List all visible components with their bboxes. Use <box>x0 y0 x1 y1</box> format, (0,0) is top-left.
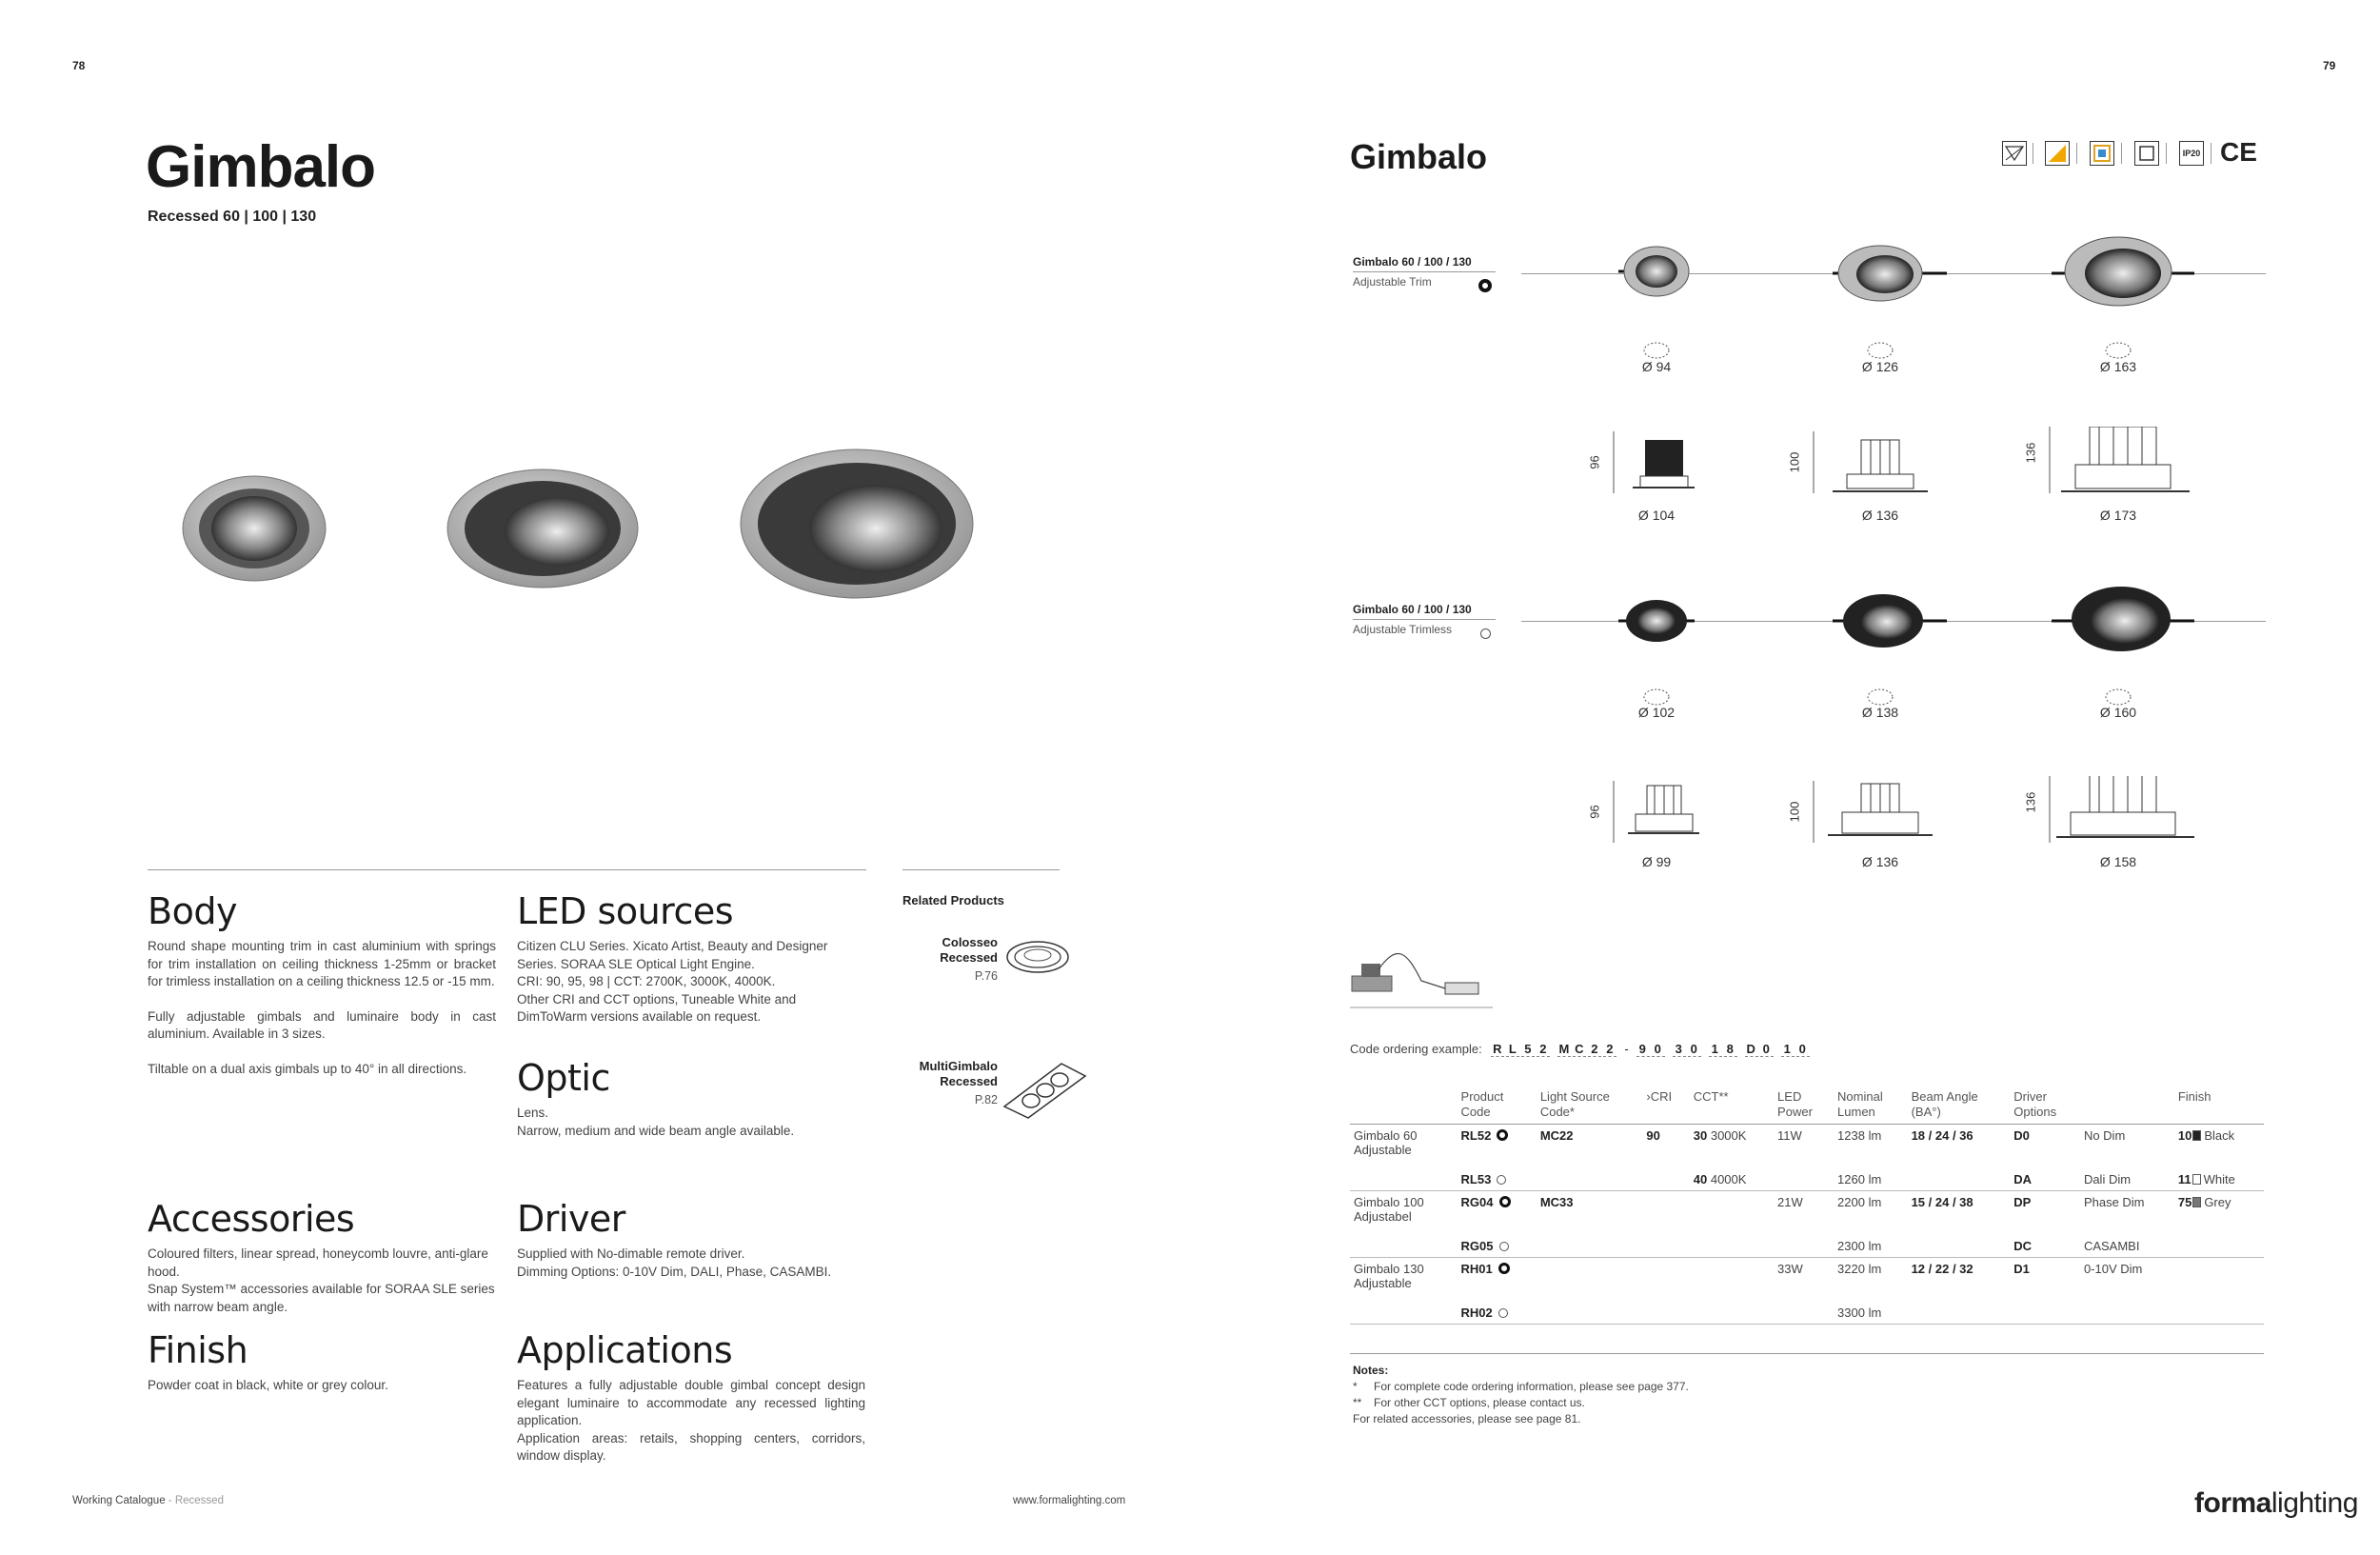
table-cell <box>2080 1302 2174 1325</box>
code-group <box>1709 1042 1739 1056</box>
led-line: Citizen CLU Series. Xicato Artist, Beauty and Designer Series. SORAA SLE Optical Light Engine. <box>517 939 828 971</box>
code-example <box>1350 1042 1817 1057</box>
code-group <box>1745 1042 1775 1056</box>
table-cell: 2200 lm <box>1837 1195 1882 1209</box>
table-cell <box>1774 1168 1834 1191</box>
divider <box>148 869 866 870</box>
related-product-name: Recessed <box>940 950 998 965</box>
code-char: 1 <box>1781 1042 1795 1057</box>
related-product-name: Recessed <box>940 1074 998 1088</box>
related-products-heading: Related Products <box>902 893 1004 907</box>
table-cell: RH02 <box>1458 1302 1537 1325</box>
height-dimension: 100 <box>1787 801 1802 823</box>
section-heading: Driver <box>517 1198 625 1240</box>
variant-trim-label <box>1353 255 1496 289</box>
table-row <box>1350 1302 2264 1325</box>
gimbalo-100-image <box>447 469 638 588</box>
height-dimension: 100 <box>1787 451 1802 473</box>
trimless-top-views <box>1523 581 2266 676</box>
table-cell: 40 4000K <box>1690 1168 1774 1191</box>
variant-subtitle: Adjustable Trim <box>1353 275 1432 289</box>
page-subtitle: Recessed 60 | 100 | 130 <box>148 209 317 225</box>
code-char: 8 <box>1724 1042 1737 1057</box>
table-cell: RH01 <box>1458 1258 1537 1303</box>
applications-line: Features a fully adjustable double gimbal concept design elegant luminaire to accommodate any recessed lighting application. <box>517 1378 865 1427</box>
led-source-icon <box>2045 141 2070 166</box>
table-header-cell <box>1350 1086 1458 1125</box>
product-hero-image <box>171 448 990 609</box>
base-diameter: Ø 158 <box>2099 854 2137 869</box>
table-cell <box>1908 1302 2011 1325</box>
trim-filled-ring-icon <box>1478 279 1492 292</box>
footer-catalogue: Working Catalogue - Recessed <box>72 1495 224 1506</box>
table-cell: 0-10V Dim <box>2083 1262 2143 1276</box>
table-cell: 11 White <box>2174 1168 2264 1191</box>
table-cell <box>1537 1235 1643 1258</box>
table-cell: D0 <box>2013 1128 2030 1143</box>
code-char: 2 <box>1537 1042 1550 1057</box>
code-char: 3 <box>1673 1042 1686 1057</box>
code-char: M <box>1558 1042 1571 1056</box>
table-cell: RL52 <box>1458 1125 1537 1169</box>
section-heading: Optic <box>517 1057 610 1099</box>
table-cell: DA <box>2010 1168 2080 1191</box>
table-header-cell: Driver Options <box>2010 1086 2080 1125</box>
class-ii-icon <box>2134 141 2159 166</box>
note-line: For related accessories, please see page 81. <box>1353 1412 1581 1425</box>
table-row <box>1350 1125 2264 1169</box>
table-header-cell: Beam Angle (BA°) <box>1908 1086 2011 1125</box>
table-header-cell: Finish <box>2174 1086 2264 1125</box>
finish-swatch <box>2192 1174 2201 1185</box>
code-group <box>1636 1042 1667 1056</box>
table-row <box>1350 1191 2264 1236</box>
section-finish <box>148 1329 496 1395</box>
height-dimension: 136 <box>2023 442 2038 464</box>
trim-top-views <box>1523 233 2266 329</box>
variant-subtitle: Adjustable Trimless <box>1353 623 1453 636</box>
wiring-class-icon <box>2002 141 2027 166</box>
table-row <box>1350 1258 2264 1303</box>
table-cell: Dali Dim <box>2080 1168 2174 1191</box>
table-cell: 12 / 22 / 32 <box>1911 1262 1973 1276</box>
height-dimension: 96 <box>1587 455 1602 469</box>
cutout-diameter: Ø 138 <box>1861 705 1899 720</box>
code-char: 2 <box>1603 1042 1616 1057</box>
code-char: 0 <box>1688 1042 1701 1057</box>
code-char: 5 <box>1521 1042 1535 1057</box>
table-header-cell <box>2080 1086 2174 1125</box>
cutout-diameter: Ø 126 <box>1861 359 1899 374</box>
table-cell: Gimbalo 100 Adjustabel <box>1354 1195 1424 1224</box>
code-char: 1 <box>1709 1042 1722 1057</box>
base-diameter: Ø 104 <box>1637 508 1676 523</box>
ce-mark-icon: CE <box>2220 137 2257 167</box>
table-cell: 21W <box>1777 1195 1803 1209</box>
table-cell: 1260 lm <box>1834 1168 1908 1191</box>
table-cell <box>1642 1235 1689 1258</box>
table-cell <box>1908 1235 2011 1258</box>
led-line: CRI: 90, 95, 98 | CCT: 2700K, 3000K, 4000K. <box>517 974 776 988</box>
height-dimension: 96 <box>1587 805 1602 819</box>
base-diameter: Ø 136 <box>1861 854 1899 869</box>
code-char: R <box>1493 1042 1503 1056</box>
table-cell <box>1642 1168 1689 1191</box>
table-cell: MC22 <box>1539 1128 1574 1143</box>
table-header-cell: Light Source Code* <box>1537 1086 1643 1125</box>
section-driver <box>517 1198 869 1281</box>
trimless-ring-icon <box>1497 1175 1506 1185</box>
code-group <box>1673 1042 1703 1056</box>
page-number-right: 79 <box>2323 59 2336 72</box>
finish-text: Powder coat in black, white or grey colour. <box>148 1378 388 1392</box>
trimless-ring-icon <box>1498 1308 1508 1318</box>
cutout-diameter: Ø 102 <box>1637 705 1676 720</box>
gimbalo-130-image <box>741 449 973 598</box>
finish-swatch <box>2192 1130 2201 1141</box>
table-cell <box>1642 1258 1689 1303</box>
accessories-line: Coloured filters, linear spread, honeycomb louvre, anti-glare hood. <box>148 1246 488 1279</box>
code-example-value <box>1491 1042 1816 1056</box>
table-cell <box>1690 1235 1774 1258</box>
base-diameter: Ø 173 <box>2099 508 2137 523</box>
section-heading: LED sources <box>517 890 734 932</box>
table-header-cell: Nominal Lumen <box>1834 1086 1908 1125</box>
table-cell: D1 <box>2013 1262 2030 1276</box>
table-cell: 3220 lm <box>1837 1262 1882 1276</box>
table-cell: 2300 lm <box>1834 1235 1908 1258</box>
divider <box>902 869 1060 870</box>
body-paragraph: Fully adjustable gimbals and luminaire body in cast aluminium. Available in 3 sizes. <box>148 1008 496 1041</box>
divider <box>1350 1353 2264 1354</box>
table-cell <box>2174 1302 2264 1325</box>
related-product-multigimbalo[interactable] <box>902 1059 998 1106</box>
table-cell <box>1642 1302 1689 1325</box>
table-cell <box>1537 1258 1643 1303</box>
trimless-side-views <box>1609 776 2256 862</box>
section-applications <box>517 1329 865 1465</box>
body-paragraph: Tiltable on a dual axis gimbals up to 40° in all directions. <box>148 1061 467 1076</box>
related-product-page: P.76 <box>974 969 998 983</box>
table-header-cell: ›CRI <box>1642 1086 1689 1125</box>
table-cell: 90 <box>1646 1128 1660 1143</box>
table-cell: DP <box>2013 1195 2032 1209</box>
height-dimension: 136 <box>2023 791 2038 813</box>
trimless-cutout-icons <box>1637 688 2266 707</box>
trim-side-views <box>1609 427 2256 512</box>
code-char: - <box>1624 1042 1629 1056</box>
trimless-ring-icon <box>1499 1242 1509 1251</box>
table-cell: 3300 lm <box>1834 1302 1908 1325</box>
code-group <box>1781 1042 1812 1056</box>
table-cell: 10 Black <box>2177 1128 2235 1143</box>
notes <box>1353 1363 2210 1427</box>
code-char: 2 <box>1588 1042 1601 1057</box>
related-product-name: MultiGimbalo <box>919 1059 998 1073</box>
section-led-sources <box>517 890 869 1027</box>
code-char: 9 <box>1636 1042 1650 1057</box>
section-body <box>148 890 496 1095</box>
gimbalo-60-image <box>183 476 326 581</box>
table-cell <box>1690 1302 1774 1325</box>
related-product-page: P.82 <box>974 1093 998 1106</box>
code-group <box>1624 1042 1630 1056</box>
table-header-cell: LED Power <box>1774 1086 1834 1125</box>
table-cell: RG05 <box>1458 1235 1537 1258</box>
table-cell: CASAMBI <box>2080 1235 2174 1258</box>
table-cell <box>2174 1235 2264 1258</box>
footer-url[interactable]: www.formalighting.com <box>1013 1495 1126 1506</box>
table-cell <box>1537 1302 1643 1325</box>
ip-rating-icon: IP20 <box>2179 141 2204 166</box>
table-cell: 18 / 24 / 36 <box>1911 1128 1973 1143</box>
table-cell <box>1774 1235 1834 1258</box>
section-heading: Applications <box>517 1329 733 1371</box>
ordering-table <box>1350 1086 2264 1325</box>
product-title: Gimbalo <box>1350 137 1488 176</box>
trim-ring-icon <box>1497 1129 1508 1141</box>
code-group <box>1491 1042 1552 1056</box>
table-cell <box>1690 1258 1774 1303</box>
code-char: 0 <box>1652 1042 1665 1057</box>
table-cell <box>1350 1302 1458 1325</box>
code-char: 0 <box>1760 1042 1774 1057</box>
related-product-name: Colosseo <box>942 935 998 949</box>
multigimbalo-thumbnail <box>1000 1059 1090 1121</box>
trim-cutout-icons <box>1637 341 2266 360</box>
note-line: * For complete code ordering information, please see page 377. <box>1353 1380 1689 1393</box>
cutout-diameter: Ø 94 <box>1641 359 1672 374</box>
table-header-cell: Product Code <box>1458 1086 1537 1125</box>
variant-title: Gimbalo 60 / 100 / 130 <box>1353 255 1472 269</box>
table-cell: 30 3000K <box>1693 1128 1747 1143</box>
table-cell <box>1690 1191 1774 1236</box>
section-heading: Accessories <box>148 1198 355 1240</box>
page-number-left: 78 <box>72 59 86 72</box>
driver-line: Dimming Options: 0-10V Dim, DALI, Phase, CASAMBI. <box>517 1264 832 1279</box>
accessories-line: Snap System™ accessories available for SORAA SLE series with narrow beam angle. <box>148 1282 495 1314</box>
table-cell: DC <box>2010 1235 2080 1258</box>
colosseo-thumbnail <box>1004 938 1071 976</box>
table-cell <box>1774 1302 1834 1325</box>
cutout-diameter: Ø 163 <box>2099 359 2137 374</box>
section-optic <box>517 1057 869 1140</box>
code-char: L <box>1506 1042 1519 1057</box>
note-line: ** For other CCT options, please contact us. <box>1353 1396 1585 1409</box>
table-cell <box>2010 1302 2080 1325</box>
table-row <box>1350 1235 2264 1258</box>
optic-line: Lens. <box>517 1106 549 1120</box>
code-group <box>1557 1042 1618 1056</box>
table-cell: RG04 <box>1458 1191 1537 1236</box>
table-cell: No Dim <box>2083 1128 2126 1143</box>
finish-swatch <box>2192 1197 2201 1207</box>
trim-ring-icon <box>1498 1263 1510 1274</box>
remote-driver-illustration <box>1350 943 1493 1009</box>
code-char: C <box>1575 1042 1585 1056</box>
table-header-row <box>1350 1086 2264 1125</box>
table-row <box>1350 1168 2264 1191</box>
color-temp-icon <box>2090 141 2114 166</box>
section-accessories <box>148 1198 496 1316</box>
table-cell: 15 / 24 / 38 <box>1911 1195 1973 1209</box>
driver-line: Supplied with No-dimable remote driver. <box>517 1246 745 1261</box>
table-cell: 1238 lm <box>1837 1128 1882 1143</box>
section-heading: Finish <box>148 1329 248 1371</box>
related-product-colosseo[interactable] <box>902 935 998 983</box>
trim-ring-icon <box>1499 1196 1511 1207</box>
table-cell <box>1908 1168 2011 1191</box>
table-cell <box>2174 1258 2264 1303</box>
base-diameter: Ø 99 <box>1641 854 1672 869</box>
table-cell <box>1350 1235 1458 1258</box>
table-cell <box>1350 1168 1458 1191</box>
brand-logo: formalighting <box>2194 1487 2358 1519</box>
table-cell: Gimbalo 60 Adjustable <box>1354 1128 1418 1157</box>
led-line: Other CRI and CCT options, Tuneable White and DimToWarm versions available on request. <box>517 991 797 1024</box>
table-cell: Phase Dim <box>2083 1195 2145 1209</box>
table-cell: MC33 <box>1539 1195 1574 1209</box>
table-cell: 11W <box>1777 1128 1802 1143</box>
table-cell: RL53 <box>1458 1168 1537 1191</box>
variant-title: Gimbalo 60 / 100 / 130 <box>1353 603 1472 616</box>
optic-line: Narrow, medium and wide beam angle available. <box>517 1123 795 1138</box>
table-cell: 33W <box>1777 1262 1803 1276</box>
notes-heading: Notes: <box>1353 1364 1389 1377</box>
trimless-open-ring-icon <box>1480 628 1491 639</box>
code-char: 0 <box>1796 1042 1810 1057</box>
table-header-cell: CCT** <box>1690 1086 1774 1125</box>
table-cell <box>1537 1168 1643 1191</box>
body-paragraph: Round shape mounting trim in cast aluminium with springs for trim installation on ceiling thickness 1-25mm or bracket for trimless installation on a ceiling thickness 12.5 or -15 mm. <box>148 939 496 988</box>
section-heading: Body <box>148 890 237 932</box>
code-char: D <box>1746 1042 1756 1056</box>
code-example-label: Code ordering example: <box>1350 1042 1482 1056</box>
base-diameter: Ø 136 <box>1861 508 1899 523</box>
applications-line: Application areas: retails, shopping centers, corridors, window display. <box>517 1430 865 1463</box>
page-title: Gimbalo <box>146 134 376 200</box>
table-cell <box>1642 1191 1689 1236</box>
cutout-diameter: Ø 160 <box>2099 705 2137 720</box>
variant-trimless-label <box>1353 603 1496 636</box>
table-cell: 75 Grey <box>2177 1195 2231 1209</box>
table-cell: Gimbalo 130 Adjustable <box>1354 1262 1424 1290</box>
